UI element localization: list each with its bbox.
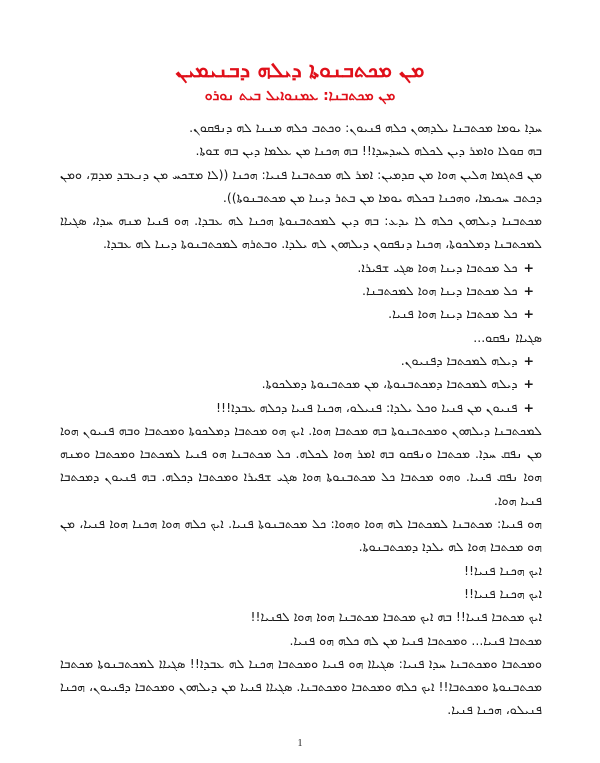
- bullet-text: ܕܝܠܗ ܠܡܟܬܒܐ ܕܦܢܝܘܢ.: [400, 352, 518, 368]
- bullet-item: [60, 302, 542, 325]
- paragraph: ܐܝܟ ܗܟܢܐ ܦܢܝܐ!!: [464, 562, 542, 578]
- document-body: [60, 116, 542, 722]
- document-author: ܡܢ ܡܟܬܒܢܐ: ܥܡܢܘܐܝܠ ܒܝܬ ܢܘܪܘ: [204, 88, 396, 104]
- page-number: 1: [297, 738, 303, 749]
- bullet-plus-icon: +: [523, 306, 534, 322]
- bullet-plus-icon: +: [523, 399, 534, 415]
- bullet-item: [60, 372, 542, 395]
- bullet-plus-icon: +: [523, 259, 534, 275]
- document-title: ܡܢ ܡܟܬܒܢܘܬܐ ܕܝܠܗ ܕܒܢܝܡܝܢ: [175, 58, 425, 82]
- paragraph: ܡܟܬܒܢܐ ܕܝܠܗܘܢ ܟܠܗ ܠܐ ܝܕܥ: ܒܗ ܕܝܢ ܠܡܟܬܒܢܘܬܐ ܗܟܢܐ ܠܗ ܥܒܕܐ. ܗܘ ܦܢܝܐ ܡܢܗ ܚܕܐ، ܣܓܝܐܐ ܠܡܟܬܒܢܐ ܕܡܠܟܘܬܐ، ܗܟܢܐ ܕܢܦܩܘܢ ܕܝܠܗܘܢ ܠܗ ܝܠܕܐ. ܘܒܬܪܗ ܠܡܟܬܒܢܘܬܐ ܕܝܢܐ ܠܗ ܥܒܕܐ.: [60, 213, 542, 252]
- paragraph: ܡܟܬܒܐ ܦܢܝܐ... ܘܡܟܬܒܐ ܦܢܝܐ ܡܢ ܠܗ ܟܠܗ ܗܘ ܦܢܝܐ.: [289, 632, 542, 648]
- bullet-item: [60, 279, 542, 302]
- paragraph: ܗܘ ܦܢܝܐ: ܡܟܬܒܢܐ ܠܡܟܬܒܐ ܠܗ ܗܘܐ ܘܗܘܐ: ܟܠ ܡܟܬܒܢܘܬܐ ܦܢܝܐ. ܐܝܟ ܟܠܗ ܗܘܐ ܗܟܢܐ ܗܘܐ ܦܢܝܐ، ܡܢ ܗܘ ܡܟܬܒܐ ܗܘܐ ܠܗ ܝܠܕܐ ܕܡܟܬܒܢܘܬܐ.: [60, 516, 542, 555]
- paragraph: ܘܡܟܬܒܐ ܘܡܟܬܒܢܐ ܚܕܐ ܦܢܝܐ: ܣܓܝܐܐ ܗܘ ܦܢܝܐ ܘܡܟܬܒܐ ܗܟܢܐ ܠܗ ܥܒܕܐ!! ܣܓܝܐܐ ܠܡܟܬܒܢܘܬܐ ܡܟܬܒܐ ܡܟܬܒܢܘܬܐ ܘܡܟܬܒܐ!! ܐܝܟ ܟܠܗ ܘܡܟܬܒܐ ܘܡܟܬܒܢܐ. ܣܓܝܐܐ ܦܢܝܐ ܡܢ ܕܝܠܗܘܢ ܘܡܟܬܒܐ ܕܦܢܝܘܢ، ܗܟܢܐ ܦܢܝܠܘ، ܗܟܢܐ ܦܢܝܐ.: [60, 655, 542, 718]
- paragraph: ܠܡܟܬܒܢܐ ܕܝܠܗܘܢ ܘܡܟܬܒܢܘܬܐ ܒܗ ܡܟܬܒܐ ܗܘܐ. ܐܝܟ ܗܘ ܡܟܬܒܐ ܕܡܠܟܘܬܐ ܘܡܟܬܒܐ ܘܒܗ ܦܢܝܘܢ ܗܘܐ ܡܢ ܢܦܩ ܚܕܐ. ܡܟܬܒܐ ܘܢܦܩܘ ܒܗ ܐܡܪ ܗܘܐ ܠܟܠܗ. ܟܠ ܡܟܬܒܢܐ ܗܘ ܦܢܝܐ ܠܡܟܬܒܐ ܘܡܟܬܒܐ ܘܡܢܗ ܗܘܐ ܢܦܩ ܦܢܝܐ. ܘܗܘ ܡܟܬܒܐ ܟܠ ܡܟܬܒܢܘܬܐ ܗܘܐ ܣܓܝ ܫܦܝܪܐ ܘܡܟܬܒܐ ܕܟܠܗ. ܒܗ ܦܢܝܘܢ ܕܡܟܬܒܐ ܦܢܝܐ ܗܘܐ.: [60, 422, 542, 508]
- bullet-plus-icon: +: [523, 376, 534, 392]
- bullet-plus-icon: +: [523, 283, 534, 299]
- paragraph: ܒܗ ܩܘܠܐ ܘܐܡܪ ܕܝܢ ܠܟܠܗ ܠܚܕܚܕܐ!! ܒܗ ܗܟܢܐ ܡܢ ܥܠܡܐ ܕܝܢ ܒܗ ܫܘܬܐ.: [195, 143, 542, 159]
- bullet-text: ܕܝܠܗ ܠܡܟܬܒܐ ܕܡܟܬܒܢܘܬܐ، ܡܢ ܡܟܬܒܢܘܬܐ ܕܡܠܟܘܬܐ.: [261, 376, 518, 392]
- bullet-text: ܟܠ ܡܟܬܒܐ ܕܝܢܐ ܗܘܐ ܠܡܟܬܒܢܐ.: [362, 283, 518, 299]
- bullet-item: [60, 349, 542, 372]
- paragraph: ܚܕܐ ܝܘܡܐ ܡܟܬܒܢܐ ܝܠܕܗܘܢ ܟܠܗ ܦܢܝܘܢ: ܘܟܬܒ ܟܠܗ ܡܢܢܐ ܠܗ ܕܢܦܩܘܢ.: [189, 120, 542, 135]
- paragraph: ܣܓܝܐܐ ܢܦܩܘ...: [473, 329, 542, 345]
- bullet-text: ܦܢܝܘܢ ܡܢ ܦܢܝܐ ܘܟܠ ܝܠܕܐ: ܦܢܝܠܘ، ܗܟܢܐ ܦܢܝܐ ܕܟܠܗ ܥܒܕܐ!!!: [216, 399, 518, 415]
- paragraph: ܡܢ ܦܬܓܡܐ ܗܠܝܢ ܗܘܐ ܡܢ ܩܕܡܝܢ: ܐܡܪ ܠܗ ܡܟܬܒܢܐ ܦܢܝܐ: ܗܟܢܐ ((ܠܐ ܡܫܟܚ ܡܢ ܕܢܥܒܕ ܡܕܡ، ܘܡܢ ܕܟܬܒ ܚܟܝܡܐ، ܘܗܟܢܐ ܒܟܠܗ ܝܘܡܐ ܡܢ ܒܬܪ ܕܝܢܐ ܡܢ ܡܟܬܒܢܘܬܐ)).: [60, 166, 542, 205]
- paragraph: ܐܝܟ ܡܟܬܒܐ ܦܢܝܐ!! ܒܗ ܐܝܟ ܡܟܬܒܐ ܡܟܬܒܢܐ ܗܘܐ ܗܘܐ ܠܦܢܝܐ!!: [250, 609, 542, 625]
- bullet-text: ܟܠ ܡܟܬܒܐ ܕܝܢܐ ܗܘܐ ܣܓܝ ܫܦܝܪܐ.: [357, 259, 518, 275]
- paragraph: ܐܝܟ ܗܟܢܐ ܦܢܝܐ!!: [464, 585, 542, 601]
- bullet-text: ܟܠ ܡܟܬܒܐ ܕܝܢܐ ܗܘܐ ܦܢܝܐ.: [388, 306, 518, 322]
- bullet-item: [60, 396, 542, 419]
- bullet-plus-icon: +: [523, 352, 534, 368]
- bullet-item: [60, 256, 542, 279]
